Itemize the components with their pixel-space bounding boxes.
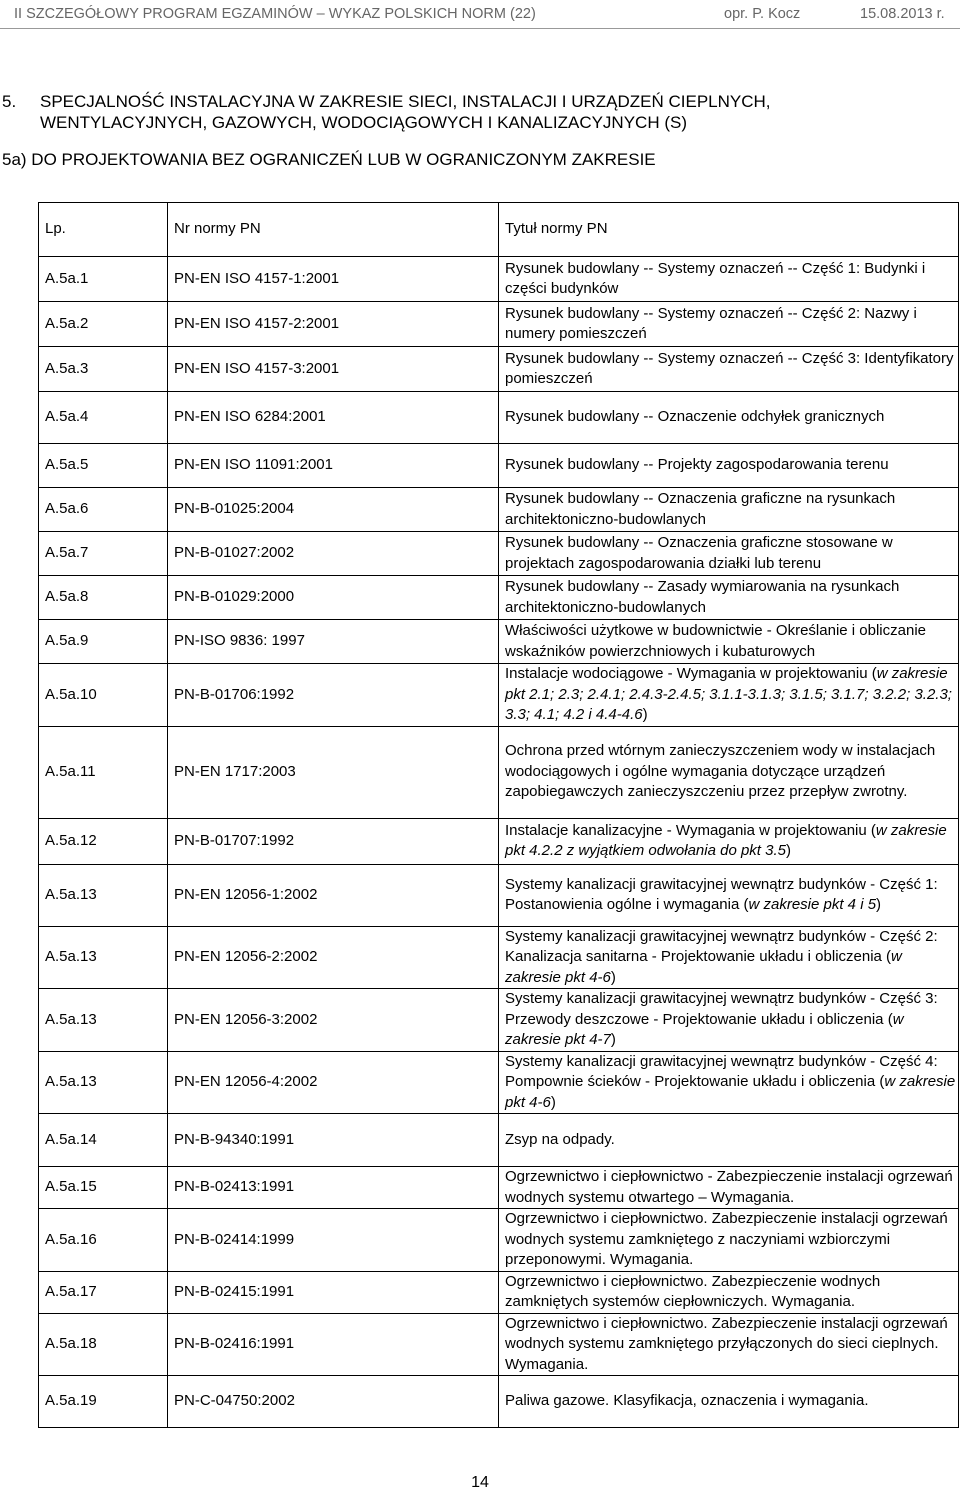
- title-text: ): [642, 706, 648, 723]
- header-author: opr. P. Kocz: [724, 6, 801, 22]
- title-text: ): [610, 1031, 616, 1048]
- title-text: Ogrzewnictwo i ciepłownictwo - Zabezpieczenie instalacji ogrzewań wodnych systemu otwartego – Wymagania.: [505, 1168, 953, 1206]
- title-text: Rysunek budowlany -- Zasady wymiarowania na rysunkach architektoniczno-budowlanych: [505, 578, 900, 616]
- row-lp: A.5a.16: [39, 1209, 168, 1272]
- title-text: Właściwości użytkowe w budownictwie - Określanie i obliczanie wskaźników powierzchniowych i kubaturowych: [505, 622, 926, 660]
- title-text: Rysunek budowlany -- Projekty zagospodarowania terenu: [505, 456, 889, 474]
- header-title: Tytuł normy PN: [499, 203, 959, 257]
- page-number: 14: [471, 1474, 489, 1491]
- table-row: [39, 926, 959, 989]
- row-standard-title: [499, 532, 959, 576]
- table-header-row: [39, 203, 959, 257]
- row-lp: A.5a.6: [39, 488, 168, 532]
- row-standard-number: PN-B-94340:1991: [168, 1114, 499, 1167]
- row-standard-title: [499, 1209, 959, 1272]
- row-lp: A.5a.5: [39, 444, 168, 488]
- row-standard-title: [499, 488, 959, 532]
- section-title: SPECJALNOŚĆ INSTALACYJNA W ZAKRESIE SIECI, INSTALACJI I URZĄDZEŃ CIEPLNYCH, WENTYLACYJNYCH, GAZOWYCH, WODOCIĄGOWYCH I KANALIZACYJNYCH (S): [40, 92, 771, 132]
- table-row: [39, 488, 959, 532]
- row-standard-number: PN-B-02415:1991: [168, 1271, 499, 1313]
- row-lp: A.5a.18: [39, 1313, 168, 1376]
- title-text: Ogrzewnictwo i ciepłownictwo. Zabezpieczenie instalacji ogrzewań wodnych systemu zamkniętego z naczyniami wzbiorczymi przeponowymi. Wymagania.: [505, 1210, 948, 1268]
- table-row: [39, 1376, 959, 1428]
- row-lp: A.5a.2: [39, 302, 168, 347]
- row-standard-number: PN-EN 12056-3:2002: [168, 989, 499, 1052]
- table-row: [39, 620, 959, 664]
- row-standard-title: [499, 989, 959, 1052]
- table-row: [39, 1114, 959, 1167]
- title-text: Ogrzewnictwo i ciepłownictwo. Zabezpieczenie instalacji ogrzewań wodnych systemu zamkniętego przyłączonych do sieci cieplnych. Wymagania.: [505, 1314, 948, 1373]
- row-lp: A.5a.1: [39, 257, 168, 302]
- table-row: [39, 347, 959, 392]
- row-standard-number: PN-B-01025:2004: [168, 488, 499, 532]
- row-standard-number: PN-B-01707:1992: [168, 818, 499, 864]
- header-title: II SZCZEGÓŁOWY PROGRAM EGZAMINÓW – WYKAZ POLSKICH NORM (22): [14, 6, 536, 22]
- row-standard-number: PN-EN ISO 6284:2001: [168, 392, 499, 444]
- row-standard-number: PN-EN ISO 11091:2001: [168, 444, 499, 488]
- row-lp: A.5a.13: [39, 989, 168, 1052]
- title-text: Systemy kanalizacji grawitacyjnej wewnątrz budynków - Część 4: Pompownie ścieków - Projektowanie układu i obliczenia (: [505, 1052, 938, 1090]
- row-standard-number: PN-EN ISO 4157-3:2001: [168, 347, 499, 392]
- row-standard-number: PN-ISO 9836: 1997: [168, 620, 499, 664]
- title-text: ): [550, 1093, 556, 1111]
- row-standard-number: PN-B-02414:1999: [168, 1209, 499, 1272]
- title-text: Ochrona przed wtórnym zanieczyszczeniem wody w instalacjach wodociągowych i ogólne wymagania dotyczące urządzeń zapobiegawczych zanieczyszczeniu przez przepływ zwrotny.: [505, 742, 936, 801]
- title-text: Rysunek budowlany -- Oznaczenia graficzne stosowane w projektach zagospodarowania działki lub terenu: [505, 534, 893, 572]
- table-row: [39, 1313, 959, 1376]
- title-text: ): [610, 968, 616, 986]
- row-lp: A.5a.13: [39, 864, 168, 926]
- row-standard-title: [499, 664, 959, 727]
- title-text: Rysunek budowlany -- Oznaczenia graficzne na rysunkach architektoniczno-budowlanych: [505, 490, 896, 528]
- row-standard-number: PN-EN 1717:2003: [168, 726, 499, 818]
- row-standard-title: [499, 1313, 959, 1376]
- table-row: [39, 989, 959, 1052]
- title-text: ): [876, 896, 882, 913]
- row-lp: A.5a.11: [39, 726, 168, 818]
- title-text: Instalacje kanalizacyjne - Wymagania w projektowaniu (: [505, 821, 876, 839]
- row-lp: A.5a.17: [39, 1271, 168, 1313]
- row-standard-title: [499, 818, 959, 864]
- row-lp: A.5a.19: [39, 1376, 168, 1428]
- title-scope-note: w zakresie pkt 4-6: [505, 948, 902, 986]
- row-standard-title: [499, 1376, 959, 1428]
- row-standard-number: PN-B-02416:1991: [168, 1313, 499, 1376]
- row-lp: A.5a.15: [39, 1167, 168, 1209]
- row-standard-title: [499, 1271, 959, 1313]
- title-text: Systemy kanalizacji grawitacyjnej wewnątrz budynków - Część 3: Przewody deszczowe - Projektowanie układu i obliczenia (: [505, 990, 938, 1028]
- title-scope-note: w zakresie pkt 4-7: [505, 1010, 904, 1048]
- title-scope-note: w zakresie pkt 4-6: [505, 1073, 956, 1111]
- table-row: [39, 1271, 959, 1313]
- row-standard-title: [499, 257, 959, 302]
- table-row: [39, 726, 959, 818]
- row-standard-title: [499, 926, 959, 989]
- row-standard-title: [499, 347, 959, 392]
- section-number: 5.: [2, 92, 17, 111]
- row-standard-title: [499, 1051, 959, 1114]
- section-subtitle: 5a) DO PROJEKTOWANIA BEZ OGRANICZEŃ LUB W OGRANICZONYM ZAKRESIE: [2, 150, 656, 169]
- row-lp: A.5a.7: [39, 532, 168, 576]
- title-text: Ogrzewnictwo i ciepłownictwo. Zabezpieczenie wodnych zamkniętych systemów ciepłowniczych. Wymagania.: [505, 1272, 881, 1310]
- title-text: Rysunek budowlany -- Oznaczenie odchyłek granicznych: [505, 408, 885, 426]
- row-standard-number: PN-C-04750:2002: [168, 1376, 499, 1428]
- table-row: [39, 664, 959, 727]
- title-scope-note: w zakresie pkt 2.1; 2.3; 2.4.1; 2.4.3-2.4.5; 3.1.1-3.1.3; 3.1.5; 3.1.7; 3.2.2; 3.2.3; 3.3; 4.1; 4.2 i 4.4-4.6: [505, 665, 952, 723]
- standards-table: [38, 202, 959, 1428]
- header-lp: Lp.: [39, 203, 168, 257]
- table-row: [39, 576, 959, 620]
- title-text: ): [786, 842, 791, 859]
- table-row: [39, 864, 959, 926]
- header-divider: [0, 28, 960, 29]
- title-text: Paliwa gazowe. Klasyfikacja, oznaczenia i wymagania.: [505, 1392, 869, 1410]
- title-scope-note: w zakresie pkt 4.2.2 z wyjątkiem odwołania do pkt 3.5: [505, 821, 947, 859]
- title-text: Rysunek budowlany -- Systemy oznaczeń -- Część 3: Identyfikatory pomieszczeń: [505, 349, 954, 387]
- title-text: Zsyp na odpady.: [505, 1130, 615, 1148]
- row-lp: A.5a.10: [39, 664, 168, 727]
- title-text: Rysunek budowlany -- Systemy oznaczeń -- Część 2: Nazwy i numery pomieszczeń: [505, 304, 917, 342]
- row-standard-number: PN-EN ISO 4157-2:2001: [168, 302, 499, 347]
- row-lp: A.5a.3: [39, 347, 168, 392]
- row-standard-title: [499, 392, 959, 444]
- table-row: [39, 1209, 959, 1272]
- title-text: Rysunek budowlany -- Systemy oznaczeń -- Część 1: Budynki i części budynków: [505, 259, 926, 297]
- row-lp: A.5a.9: [39, 620, 168, 664]
- row-lp: A.5a.13: [39, 1051, 168, 1114]
- row-standard-title: [499, 1167, 959, 1209]
- header-date: 15.08.2013 r.: [860, 6, 945, 22]
- row-standard-title: [499, 864, 959, 926]
- table-row: [39, 392, 959, 444]
- table-row: [39, 1051, 959, 1114]
- row-standard-number: PN-B-02413:1991: [168, 1167, 499, 1209]
- row-standard-title: [499, 302, 959, 347]
- header-nr: Nr normy PN: [168, 203, 499, 257]
- table-row: [39, 257, 959, 302]
- row-standard-title: [499, 576, 959, 620]
- row-lp: A.5a.8: [39, 576, 168, 620]
- row-standard-title: [499, 444, 959, 488]
- table-row: [39, 818, 959, 864]
- table-row: [39, 444, 959, 488]
- row-standard-number: PN-EN 12056-1:2002: [168, 864, 499, 926]
- title-scope-note: w zakresie pkt 4 i 5: [748, 896, 877, 913]
- row-standard-title: [499, 620, 959, 664]
- table-row: [39, 532, 959, 576]
- row-lp: A.5a.14: [39, 1114, 168, 1167]
- row-standard-number: PN-B-01027:2002: [168, 532, 499, 576]
- title-text: Systemy kanalizacji grawitacyjnej wewnątrz budynków - Część 2: Kanalizacja sanitarna - Projektowanie układu i obliczenia (: [505, 927, 938, 965]
- row-standard-number: PN-B-01706:1992: [168, 664, 499, 727]
- row-standard-title: [499, 726, 959, 818]
- title-text: Systemy kanalizacji grawitacyjnej wewnątrz budynków - Część 1: Postanowienia ogólne i wymagania (: [505, 875, 938, 913]
- table-row: [39, 302, 959, 347]
- row-standard-number: PN-EN 12056-4:2002: [168, 1051, 499, 1114]
- row-standard-title: [499, 1114, 959, 1167]
- row-lp: A.5a.13: [39, 926, 168, 989]
- row-lp: A.5a.4: [39, 392, 168, 444]
- row-standard-number: PN-B-01029:2000: [168, 576, 499, 620]
- table-row: [39, 1167, 959, 1209]
- row-standard-number: PN-EN ISO 4157-1:2001: [168, 257, 499, 302]
- row-lp: A.5a.12: [39, 818, 168, 864]
- title-text: Instalacje wodociągowe - Wymagania w projektowaniu (: [505, 665, 877, 682]
- row-standard-number: PN-EN 12056-2:2002: [168, 926, 499, 989]
